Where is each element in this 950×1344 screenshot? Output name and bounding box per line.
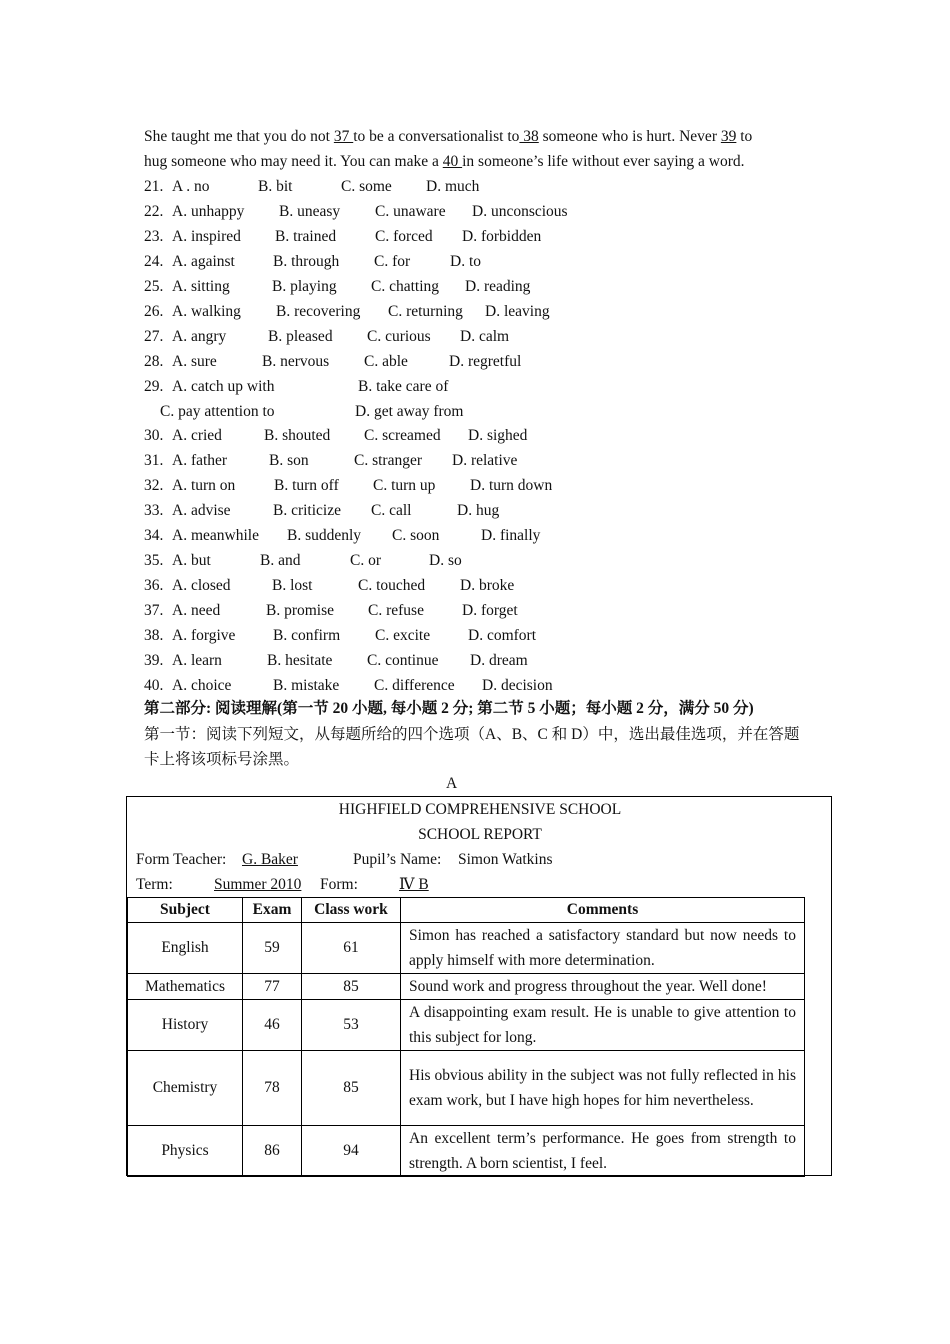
form-label: Form: [320, 876, 358, 893]
table-row [128, 923, 805, 974]
term-label: Term: [136, 876, 173, 893]
comment-cell: An excellent term’s performance. He goes from strength to strength. A born scientist, I feel. [401, 1126, 805, 1177]
option-text: C. call [371, 502, 412, 519]
table-row [128, 1051, 805, 1126]
question-24 [144, 251, 824, 273]
table-row [128, 974, 805, 1000]
question-29 [144, 376, 824, 423]
option-text: B. son [269, 452, 309, 469]
question-25 [144, 276, 824, 298]
option-text: C. some [341, 178, 392, 195]
option-text: D. broke [460, 577, 515, 594]
option-text: A. need [172, 602, 221, 619]
option-text: C. touched [358, 577, 426, 594]
option-text: B. recovering [276, 303, 361, 320]
school-name: HIGHFIELD COMPREHENSIVE SCHOOL [338, 801, 622, 818]
option-text: 28. [144, 353, 164, 370]
question-23 [144, 226, 824, 248]
option-text: 24. [144, 253, 164, 270]
option-text: D. dream [470, 652, 528, 669]
blank-37: 37 [333, 128, 354, 145]
option-text: 25. [144, 278, 164, 295]
question-33 [144, 500, 824, 522]
option-text: B. nervous [262, 353, 330, 370]
exam-cell: 77 [243, 974, 302, 1000]
option-text: B. criticize [273, 502, 341, 519]
option-text: D. forbidden [462, 228, 542, 245]
classwork-cell: 85 [302, 974, 401, 1000]
option-text: D. unconscious [472, 203, 568, 220]
option-text: A . no [172, 178, 210, 195]
option-text: D. calm [460, 328, 510, 345]
question-26 [144, 301, 824, 323]
option-text: 36. [144, 577, 164, 594]
option-text: A. forgive [172, 627, 236, 644]
form-teacher-label: Form Teacher: [136, 851, 227, 868]
option-text: 35. [144, 552, 164, 569]
option-text: A. catch up with [172, 378, 275, 395]
option-text: 32. [144, 477, 164, 494]
question-34 [144, 525, 824, 547]
subject-cell: Physics [128, 1126, 243, 1177]
exam-cell: 46 [243, 1000, 302, 1051]
question-28 [144, 351, 824, 373]
comment-cell: His obvious ability in the subject was not fully reflected in his exam work, but I have high hopes for him nevertheless. [401, 1051, 805, 1126]
option-text: C. excite [375, 627, 431, 644]
classwork-cell: 61 [302, 923, 401, 974]
option-text: A. choice [172, 677, 232, 694]
option-text: B. through [273, 253, 340, 270]
option-text: 40. [144, 677, 164, 694]
blank-39: 39 [720, 128, 737, 145]
table-row [128, 1000, 805, 1051]
passage-line-2: hug someone who may need it. You can make a 40 in someone’s life without ever saying a word. [144, 153, 745, 170]
option-text: A. turn on [172, 477, 236, 494]
option-text: B. hesitate [267, 652, 333, 669]
option-text: B. pleased [268, 328, 333, 345]
grades-table [127, 897, 805, 1177]
passage-label: A [446, 775, 458, 792]
comment-cell: A disappointing exam result. He is unable to give attention to this subject for long. [401, 1000, 805, 1051]
option-text: B. turn off [274, 477, 339, 494]
question-38 [144, 625, 824, 647]
option-text: D. leaving [485, 303, 550, 320]
option-text: D. to [450, 253, 481, 270]
option-text: D. comfort [468, 627, 537, 644]
option-text: C. curious [367, 328, 431, 345]
subject-cell: History [128, 1000, 243, 1051]
option-text: C. chatting [371, 278, 440, 295]
blank-38: 38 [519, 128, 539, 145]
option-text: C. forced [375, 228, 433, 245]
classwork-cell: 94 [302, 1126, 401, 1177]
option-text: B. mistake [273, 677, 340, 694]
option-text: 22. [144, 203, 164, 220]
option-text: 27. [144, 328, 164, 345]
subject-cell: English [128, 923, 243, 974]
table-row [128, 1126, 805, 1177]
option-text: A. meanwhile [172, 527, 259, 544]
header-classwork: Class work [302, 898, 401, 923]
option-text: C. refuse [368, 602, 424, 619]
option-text: 39. [144, 652, 164, 669]
question-31 [144, 450, 824, 472]
option-text: 31. [144, 452, 164, 469]
header-subject: Subject [128, 898, 243, 923]
option-text: A. cried [172, 427, 222, 444]
option-text: 34. [144, 527, 164, 544]
option-text: 30. [144, 427, 164, 444]
option-text: A. sure [172, 353, 217, 370]
form-teacher-value: G. Baker [242, 851, 298, 868]
option-text: C. soon [392, 527, 440, 544]
option-text: 33. [144, 502, 164, 519]
option-text: A. unhappy [172, 203, 245, 220]
option-text: C. returning [388, 303, 463, 320]
option-text: C. unaware [375, 203, 446, 220]
option-text: C. stranger [354, 452, 423, 469]
option-text: B. promise [266, 602, 335, 619]
option-text: D. regretful [449, 353, 522, 370]
subject-cell: Chemistry [128, 1051, 243, 1126]
option-text: B. trained [275, 228, 337, 245]
question-22 [144, 201, 824, 223]
option-text: 29. [144, 378, 164, 395]
classwork-cell: 85 [302, 1051, 401, 1126]
blank-40: 40 [442, 153, 463, 170]
question-39 [144, 650, 824, 672]
exam-cell: 86 [243, 1126, 302, 1177]
option-text: 21. [144, 178, 164, 195]
option-text: B. lost [272, 577, 313, 594]
option-text: 23. [144, 228, 164, 245]
pupil-name-label: Pupil’s Name: [353, 851, 442, 868]
option-text: C. turn up [373, 477, 436, 494]
subject-cell: Mathematics [128, 974, 243, 1000]
option-text: 37. [144, 602, 164, 619]
question-27 [144, 326, 824, 348]
option-text: C. pay attention to [160, 403, 275, 420]
option-text: D. turn down [470, 477, 553, 494]
option-text: D. finally [481, 527, 541, 544]
pupil-name-value: Simon Watkins [458, 851, 553, 868]
header-exam: Exam [243, 898, 302, 923]
exam-cell: 59 [243, 923, 302, 974]
question-32 [144, 475, 824, 497]
option-text: C. screamed [364, 427, 441, 444]
option-text: B. confirm [273, 627, 341, 644]
part2-instruction: 第一节：阅读下列短文，从每题所给的四个选项（A、B、C 和 D）中，选出最佳选项，并在答题卡上将该项标号涂黑。 [144, 726, 800, 768]
question-37 [144, 600, 824, 622]
comment-cell: Simon has reached a satisfactory standard but now needs to apply himself with more determination. [401, 923, 805, 974]
passage-line-1: She taught me that you do not 37 to be a conversationalist to 38 someone who is hurt. Never 39 to [144, 128, 753, 145]
option-text: D. reading [465, 278, 531, 295]
option-text: A. inspired [172, 228, 241, 245]
table-header-row [128, 898, 805, 923]
option-text: A. advise [172, 502, 231, 519]
option-text: B. and [260, 552, 301, 569]
option-text: D. sighed [468, 427, 528, 444]
option-text: A. sitting [172, 278, 230, 295]
school-report [126, 796, 832, 1176]
option-text: C. difference [374, 677, 455, 694]
option-text: C. for [374, 253, 411, 270]
question-30 [144, 425, 824, 447]
option-text: 38. [144, 627, 164, 644]
option-text: B. bit [258, 178, 293, 195]
option-text: C. or [350, 552, 381, 569]
option-text: A. against [172, 253, 235, 270]
option-text: A. closed [172, 577, 231, 594]
option-text: A. but [172, 552, 211, 569]
option-text: 26. [144, 303, 164, 320]
option-text: A. father [172, 452, 228, 469]
option-text: A. learn [172, 652, 222, 669]
report-title: SCHOOL REPORT [418, 826, 542, 843]
option-text: A. walking [172, 303, 241, 320]
exam-cell: 78 [243, 1051, 302, 1126]
part2-heading: 第二部分: 阅读理解(第一节 20 小题, 每小题 2 分; 第二节 5 小题；每小题 2 分，满分 50 分) [144, 700, 754, 717]
question-35 [144, 550, 824, 572]
option-text: B. suddenly [287, 527, 362, 544]
comment-cell: Sound work and progress throughout the year. Well done! [401, 974, 805, 1000]
question-36 [144, 575, 824, 597]
form-value: Ⅳ B [399, 876, 429, 893]
option-text: B. take care of [358, 378, 449, 395]
header-comments: Comments [401, 898, 805, 923]
option-text: B. shouted [264, 427, 331, 444]
option-text: D. decision [482, 677, 553, 694]
option-text: D. so [429, 552, 462, 569]
option-text: D. much [426, 178, 480, 195]
option-text: D. forget [462, 602, 518, 619]
option-text: D. hug [457, 502, 500, 519]
option-text: D. relative [452, 452, 518, 469]
option-text: B. uneasy [279, 203, 341, 220]
question-21 [144, 176, 824, 198]
option-text: A. angry [172, 328, 227, 345]
classwork-cell: 53 [302, 1000, 401, 1051]
option-text: C. able [364, 353, 408, 370]
option-text: B. playing [272, 278, 337, 295]
option-text: D. get away from [355, 403, 464, 420]
question-40 [144, 675, 824, 697]
option-text: C. continue [367, 652, 439, 669]
term-value: Summer 2010 [214, 876, 302, 893]
